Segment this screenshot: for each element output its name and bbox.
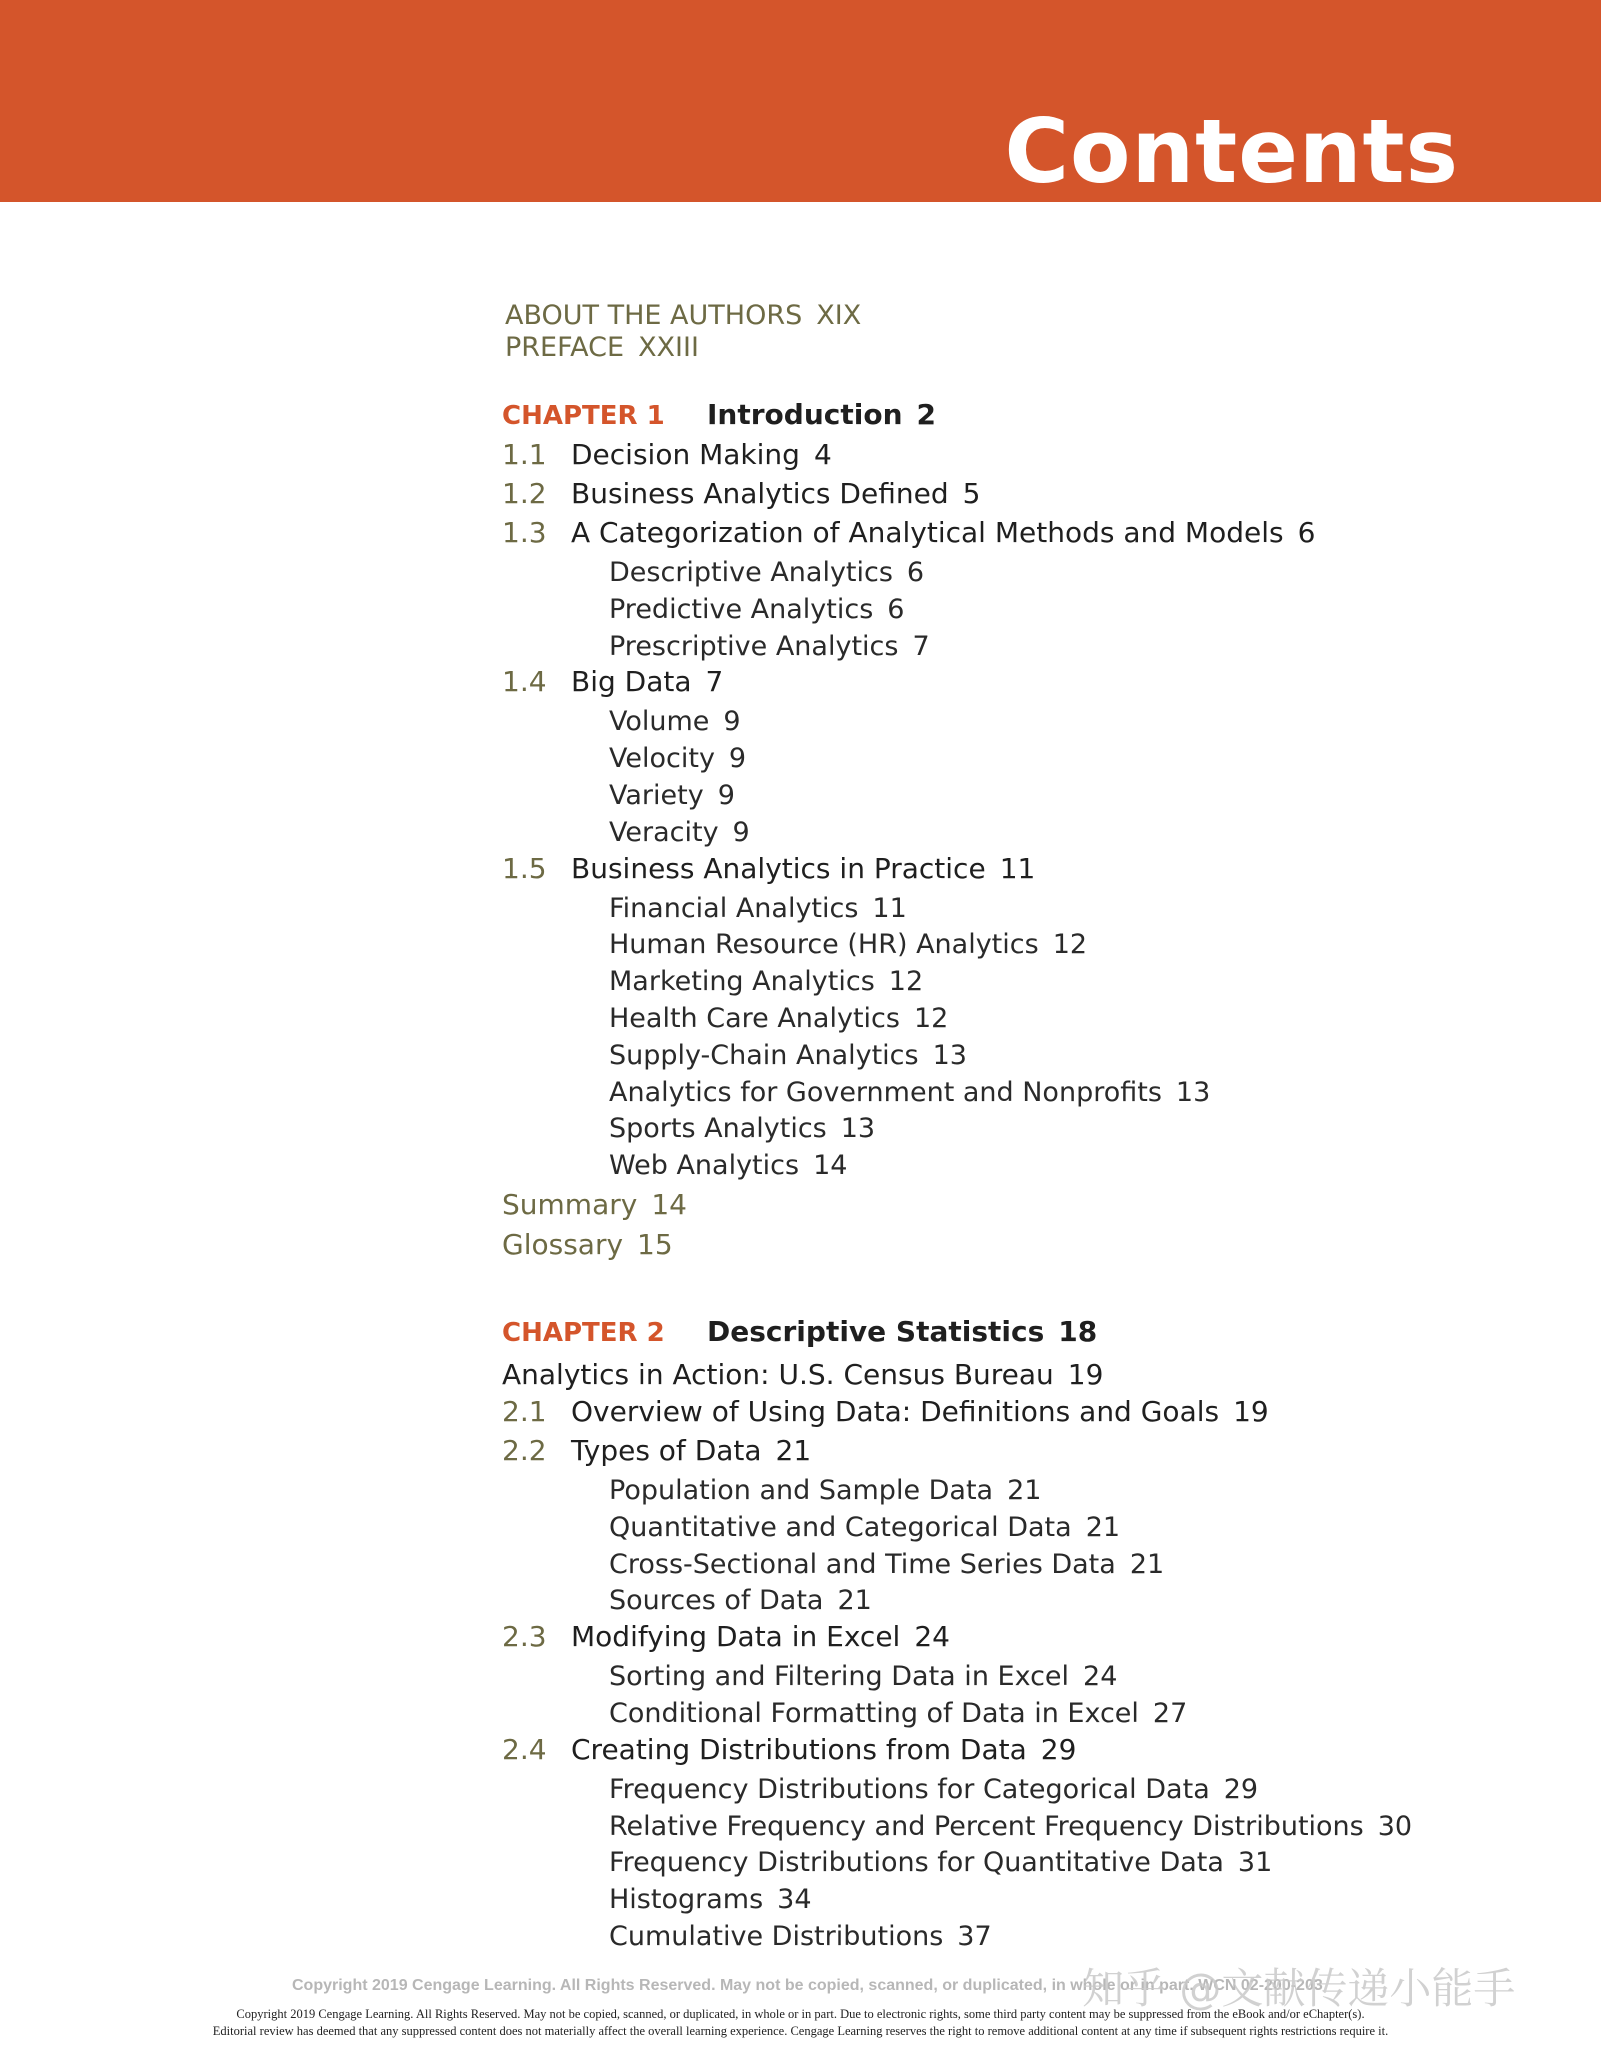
toc-subsection-entry[interactable] [502, 1882, 1562, 1919]
page-number: 31 [1237, 1847, 1273, 1879]
entry-title: Velocity [609, 743, 715, 775]
page-number: 19 [1067, 1357, 1104, 1391]
page-number: 14 [813, 1150, 848, 1182]
copyright-line: Copyright 2019 Cengage Learning. All Rights Reserved. May not be copied, scanned, or duplicated, in whole or in part. Due to electronic rights, some third party content may be suppressed from the eBook and/or eChapter(s). [236, 2007, 1365, 2021]
toc-subsection-entry[interactable] [502, 1111, 1562, 1148]
page-number: 11 [872, 892, 907, 924]
section-title: Business Analytics Defined [571, 477, 949, 510]
page-number: 24 [1083, 1661, 1118, 1693]
page-number: 12 [913, 1002, 949, 1034]
entry-title: Human Resource (HR) Analytics [609, 929, 1039, 961]
entry-title: Supply-Chain Analytics [609, 1039, 919, 1071]
section-number: 1.1 [502, 438, 547, 471]
toc-subsection-entry[interactable] [502, 1510, 1562, 1547]
toc-subsection-entry[interactable] [502, 1148, 1562, 1185]
table-of-contents [502, 300, 1562, 1956]
copyright-line: Editorial review has deemed that any suppressed content does not materially affect the overall learning experience. Cengage Learning reserves the right to remove additional content at any time if subsequent rights restrictions require it. [212, 2024, 1389, 2038]
chapter-label: CHAPTER 1 [502, 401, 665, 431]
section-number: 1.3 [502, 516, 547, 549]
toc-subsection-entry[interactable] [502, 1845, 1562, 1882]
section-title: Decision Making [571, 438, 800, 471]
entry-title: Sources of Data [609, 1585, 824, 1617]
toc-endmatter-entry[interactable] [502, 1185, 1562, 1225]
entry-title: Prescriptive Analytics [609, 630, 899, 662]
section-number: 2.1 [502, 1394, 547, 1428]
page-number: 21 [837, 1585, 872, 1617]
section-title: Big Data [571, 665, 692, 699]
toc-subsection-entry[interactable] [502, 1696, 1562, 1733]
entry-title: Variety [609, 779, 704, 811]
front-matter-item[interactable] [505, 300, 1562, 332]
toc-subsection-entry[interactable] [502, 927, 1562, 964]
toc-subsection-entry[interactable] [502, 555, 1562, 592]
entry-title: Conditional Formatting of Data in Excel [609, 1697, 1139, 1729]
entry-title: Relative Frequency and Percent Frequency Distributions [609, 1810, 1364, 1842]
page-number: 13 [1175, 1076, 1211, 1108]
section-number: 1.4 [502, 665, 547, 699]
page-number: 9 [717, 779, 735, 811]
section-number: 2.3 [502, 1620, 547, 1654]
page-number: 12 [888, 966, 924, 998]
toc-subsection-entry[interactable] [502, 815, 1562, 852]
chapter-title: Introduction [707, 398, 903, 431]
page-number: 21 [1007, 1474, 1042, 1506]
entry-title: Analytics for Government and Nonprofits [609, 1076, 1162, 1108]
page-number: 9 [728, 743, 747, 775]
page-number: 21 [775, 1433, 812, 1467]
chapter-heading[interactable] [502, 398, 1562, 438]
page-number: 14 [651, 1187, 687, 1221]
entry-title: Quantitative and Categorical Data [609, 1511, 1072, 1543]
chapter-heading[interactable] [502, 1315, 1562, 1355]
page-number: 24 [914, 1620, 950, 1654]
page-number: 21 [1129, 1548, 1165, 1580]
section-number: 2.4 [502, 1732, 547, 1766]
entry-title: Frequency Distributions for Quantitative Data [609, 1847, 1224, 1879]
entry-title: Predictive Analytics [609, 593, 874, 625]
toc-subsection-entry[interactable] [502, 704, 1562, 741]
toc-subsection-entry[interactable] [502, 1583, 1562, 1620]
page-number: 37 [957, 1920, 992, 1952]
front-matter-label: PREFACE [505, 332, 625, 363]
toc-subsection-entry[interactable] [502, 1075, 1562, 1112]
page-number: 11 [999, 851, 1036, 885]
section-number: 2.2 [502, 1433, 547, 1467]
toc-subsection-entry[interactable] [502, 629, 1562, 666]
entry-title: Glossary [502, 1227, 624, 1261]
page-number: 7 [705, 665, 724, 699]
page-number: 9 [732, 816, 750, 848]
page-number: 34 [777, 1884, 812, 1916]
toc-subsection-entry[interactable] [502, 1919, 1562, 1956]
toc-section-entry[interactable] [502, 477, 1562, 516]
entry-title: Analytics in Action: U.S. Census Bureau [502, 1357, 1054, 1391]
page-number: 6 [906, 557, 925, 588]
chapter-1-section [502, 398, 1562, 1265]
page-number: 12 [1052, 929, 1088, 961]
chapter-title: Descriptive Statistics [707, 1314, 1045, 1348]
toc-section-entry[interactable] [502, 438, 1562, 477]
entry-title: Financial Analytics [609, 892, 859, 924]
entry-title: Sorting and Filtering Data in Excel [609, 1661, 1070, 1693]
toc-subsection-entry[interactable] [502, 741, 1562, 778]
page-number: 21 [1085, 1511, 1121, 1543]
entry-title: Health Care Analytics [609, 1002, 900, 1034]
toc-subsection-entry[interactable] [502, 1772, 1562, 1809]
section-title: Overview of Using Data: Definitions and Goals [571, 1394, 1220, 1428]
toc-section-entry[interactable] [502, 852, 1562, 891]
page-number: 5 [962, 477, 981, 510]
toc-section-entry[interactable] [502, 1733, 1562, 1772]
page-number: 2 [916, 398, 936, 431]
entry-title: Marketing Analytics [609, 966, 875, 998]
toc-section-entry[interactable] [502, 516, 1562, 555]
page-number: 7 [912, 630, 930, 662]
toc-subsection-entry[interactable] [502, 1809, 1562, 1846]
toc-subsection-entry[interactable] [502, 592, 1562, 629]
copyright-notice-overlay: Copyright 2019 Cengage Learning. All Rights Reserved. May not be copied, scanned, or duplicated, in whole or in part. WCN 02-200-203 [292, 1977, 1323, 1994]
entry-title: Cumulative Distributions [609, 1920, 944, 1952]
page-number: 13 [840, 1113, 876, 1145]
section-title: Modifying Data in Excel [571, 1620, 901, 1654]
section-title: Business Analytics in Practice [571, 851, 986, 885]
chapter-label: CHAPTER 2 [502, 1317, 665, 1348]
entry-title: Histograms [609, 1884, 764, 1916]
section-title: Types of Data [571, 1433, 762, 1467]
entry-title: Volume [609, 706, 710, 738]
section-title: Creating Distributions from Data [571, 1732, 1027, 1766]
front-matter [502, 300, 1562, 364]
watermark: 知乎 @文献传递小能手 [1082, 1964, 1516, 2013]
toc-section-entry[interactable] [502, 1620, 1562, 1659]
page-number: 27 [1152, 1697, 1188, 1729]
page-number: 19 [1233, 1394, 1269, 1428]
entry-title: Cross-Sectional and Time Series Data [609, 1548, 1116, 1580]
page-title: Contents [1004, 100, 1459, 203]
toc-feature-entry[interactable] [502, 1355, 1562, 1395]
page-number: XXIII [638, 332, 699, 363]
page-number: XIX [816, 300, 862, 331]
entry-title: Web Analytics [609, 1150, 800, 1182]
toc-subsection-entry[interactable] [502, 891, 1562, 928]
entry-title: Frequency Distributions for Categorical Data [609, 1773, 1210, 1805]
front-matter-label: ABOUT THE AUTHORS [505, 300, 803, 331]
toc-subsection-entry[interactable] [502, 1001, 1562, 1038]
entry-title: Summary [502, 1187, 638, 1221]
page-number: 29 [1223, 1773, 1259, 1805]
entry-title: Sports Analytics [609, 1113, 827, 1145]
toc-subsection-entry[interactable] [502, 1547, 1562, 1584]
toc-subsection-entry[interactable] [502, 1659, 1562, 1696]
toc-subsection-entry[interactable] [502, 778, 1562, 815]
page-number: 13 [932, 1039, 967, 1071]
section-number: 1.5 [502, 851, 547, 885]
toc-subsection-entry[interactable] [502, 1473, 1562, 1510]
page-number: 30 [1377, 1810, 1413, 1842]
toc-subsection-entry[interactable] [502, 964, 1562, 1001]
front-matter-item[interactable] [505, 332, 1562, 364]
entry-title: Veracity [609, 816, 719, 848]
toc-section-entry[interactable] [502, 1395, 1562, 1434]
page-number: 4 [813, 438, 832, 471]
toc-endmatter-entry[interactable] [502, 1225, 1562, 1265]
copyright-footer [0, 2006, 1601, 2040]
toc-section-entry[interactable] [502, 1434, 1562, 1473]
page-number: 6 [887, 593, 905, 625]
page-number: 6 [1297, 516, 1316, 549]
entry-title: Population and Sample Data [609, 1474, 994, 1506]
page-number: 9 [723, 706, 741, 738]
page-number: 15 [637, 1227, 673, 1261]
page-number: 18 [1058, 1314, 1098, 1348]
section-title: A Categorization of Analytical Methods and Models [571, 516, 1284, 549]
entry-title: Descriptive Analytics [609, 557, 893, 588]
toc-section-entry[interactable] [502, 665, 1562, 704]
section-number: 1.2 [502, 477, 547, 510]
header-banner [0, 0, 1601, 202]
toc-subsection-entry[interactable] [502, 1038, 1562, 1075]
chapter-2-section [502, 1315, 1562, 1956]
page-number: 29 [1040, 1732, 1077, 1766]
